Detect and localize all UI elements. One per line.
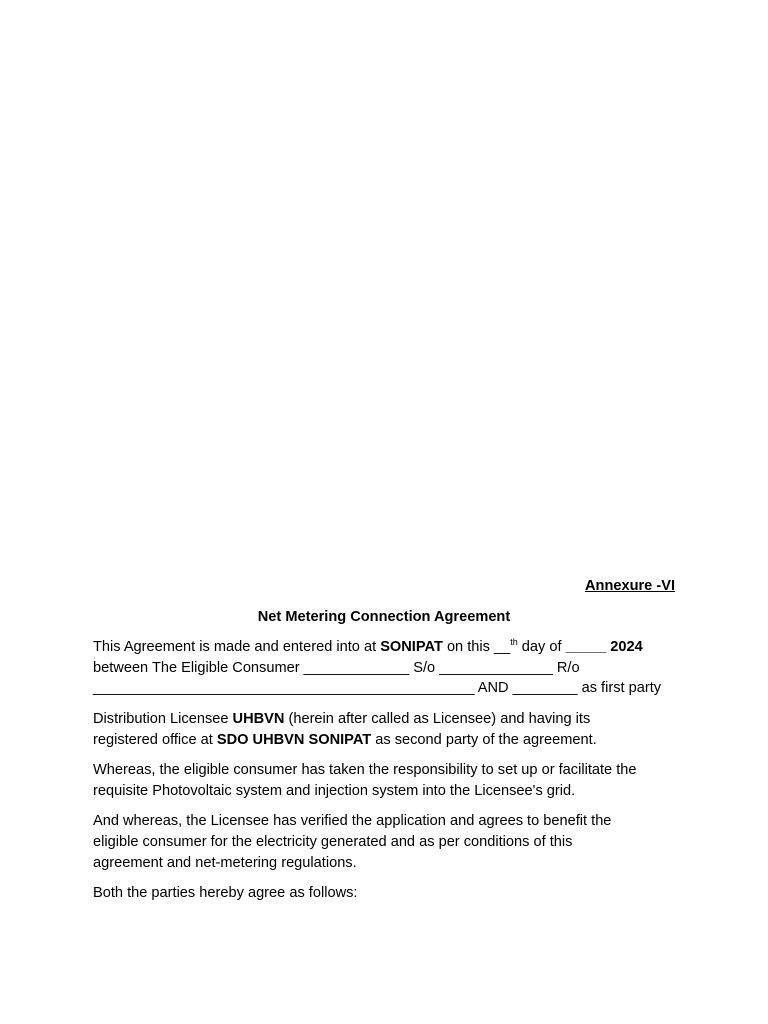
annexure-label: Annexure -VI — [584, 578, 675, 594]
ordinal-suffix: th — [510, 637, 518, 648]
whereas-line-1: Whereas, the eligible consumer has taken the responsibility to set up or facilitate the — [93, 762, 637, 779]
intro-text: as first party — [577, 680, 662, 697]
month-blank: _____ — [565, 639, 607, 656]
intro-text: S/o — [409, 659, 440, 676]
and-whereas-paragraph — [93, 811, 675, 873]
intro-text: day of — [517, 639, 566, 656]
document-title: Net Metering Connection Agreement — [257, 608, 511, 625]
intro-line-3 — [93, 678, 675, 699]
licensee-line-1 — [93, 709, 675, 730]
office-name: SDO UHBVN SONIPAT — [216, 731, 372, 748]
licensee-text: Distribution Licensee — [93, 710, 233, 727]
intro-text: R/o — [552, 659, 580, 676]
licensee-line-2 — [93, 730, 675, 751]
intro-text: on this — [442, 639, 494, 656]
intro-line-2 — [93, 658, 675, 679]
agreement-year: 2024 — [610, 639, 643, 656]
address-blank: _______________________________________________ — [93, 680, 475, 697]
agreement-intro-paragraph — [93, 637, 675, 699]
licensee-text: registered office at — [93, 731, 217, 748]
whereas-paragraph — [93, 760, 675, 801]
and-whereas-line-3: agreement and net-metering regulations. — [93, 854, 357, 871]
day-blank: __ — [494, 639, 511, 656]
whereas-line-2: requisite Photovoltaic system and injection system into the Licensee's grid. — [93, 782, 576, 799]
agreement-lead-in: Both the parties hereby agree as follows: — [93, 885, 358, 902]
consumer-name-blank: _____________ — [303, 659, 410, 676]
and-whereas-line-1: And whereas, the Licensee has verified the application and agrees to benefit the — [93, 813, 612, 830]
intro-text: This Agreement is made and entered into at — [93, 639, 381, 656]
place-name: SONIPAT — [380, 639, 443, 656]
licensee-name: UHBVN — [232, 710, 285, 727]
intro-text: AND — [474, 680, 513, 697]
party-blank: ________ — [512, 680, 578, 697]
licensee-text: as second party of the agreement. — [371, 731, 597, 748]
licensee-text: (herein after called as Licensee) and having its — [284, 710, 591, 727]
intro-text: between The Eligible Consumer — [93, 659, 304, 676]
father-name-blank: ______________ — [439, 659, 553, 676]
and-whereas-line-2: eligible consumer for the electricity generated and as per conditions of this — [93, 833, 573, 850]
licensee-paragraph — [93, 709, 675, 750]
intro-line-1 — [93, 637, 675, 658]
document-body — [93, 576, 675, 914]
